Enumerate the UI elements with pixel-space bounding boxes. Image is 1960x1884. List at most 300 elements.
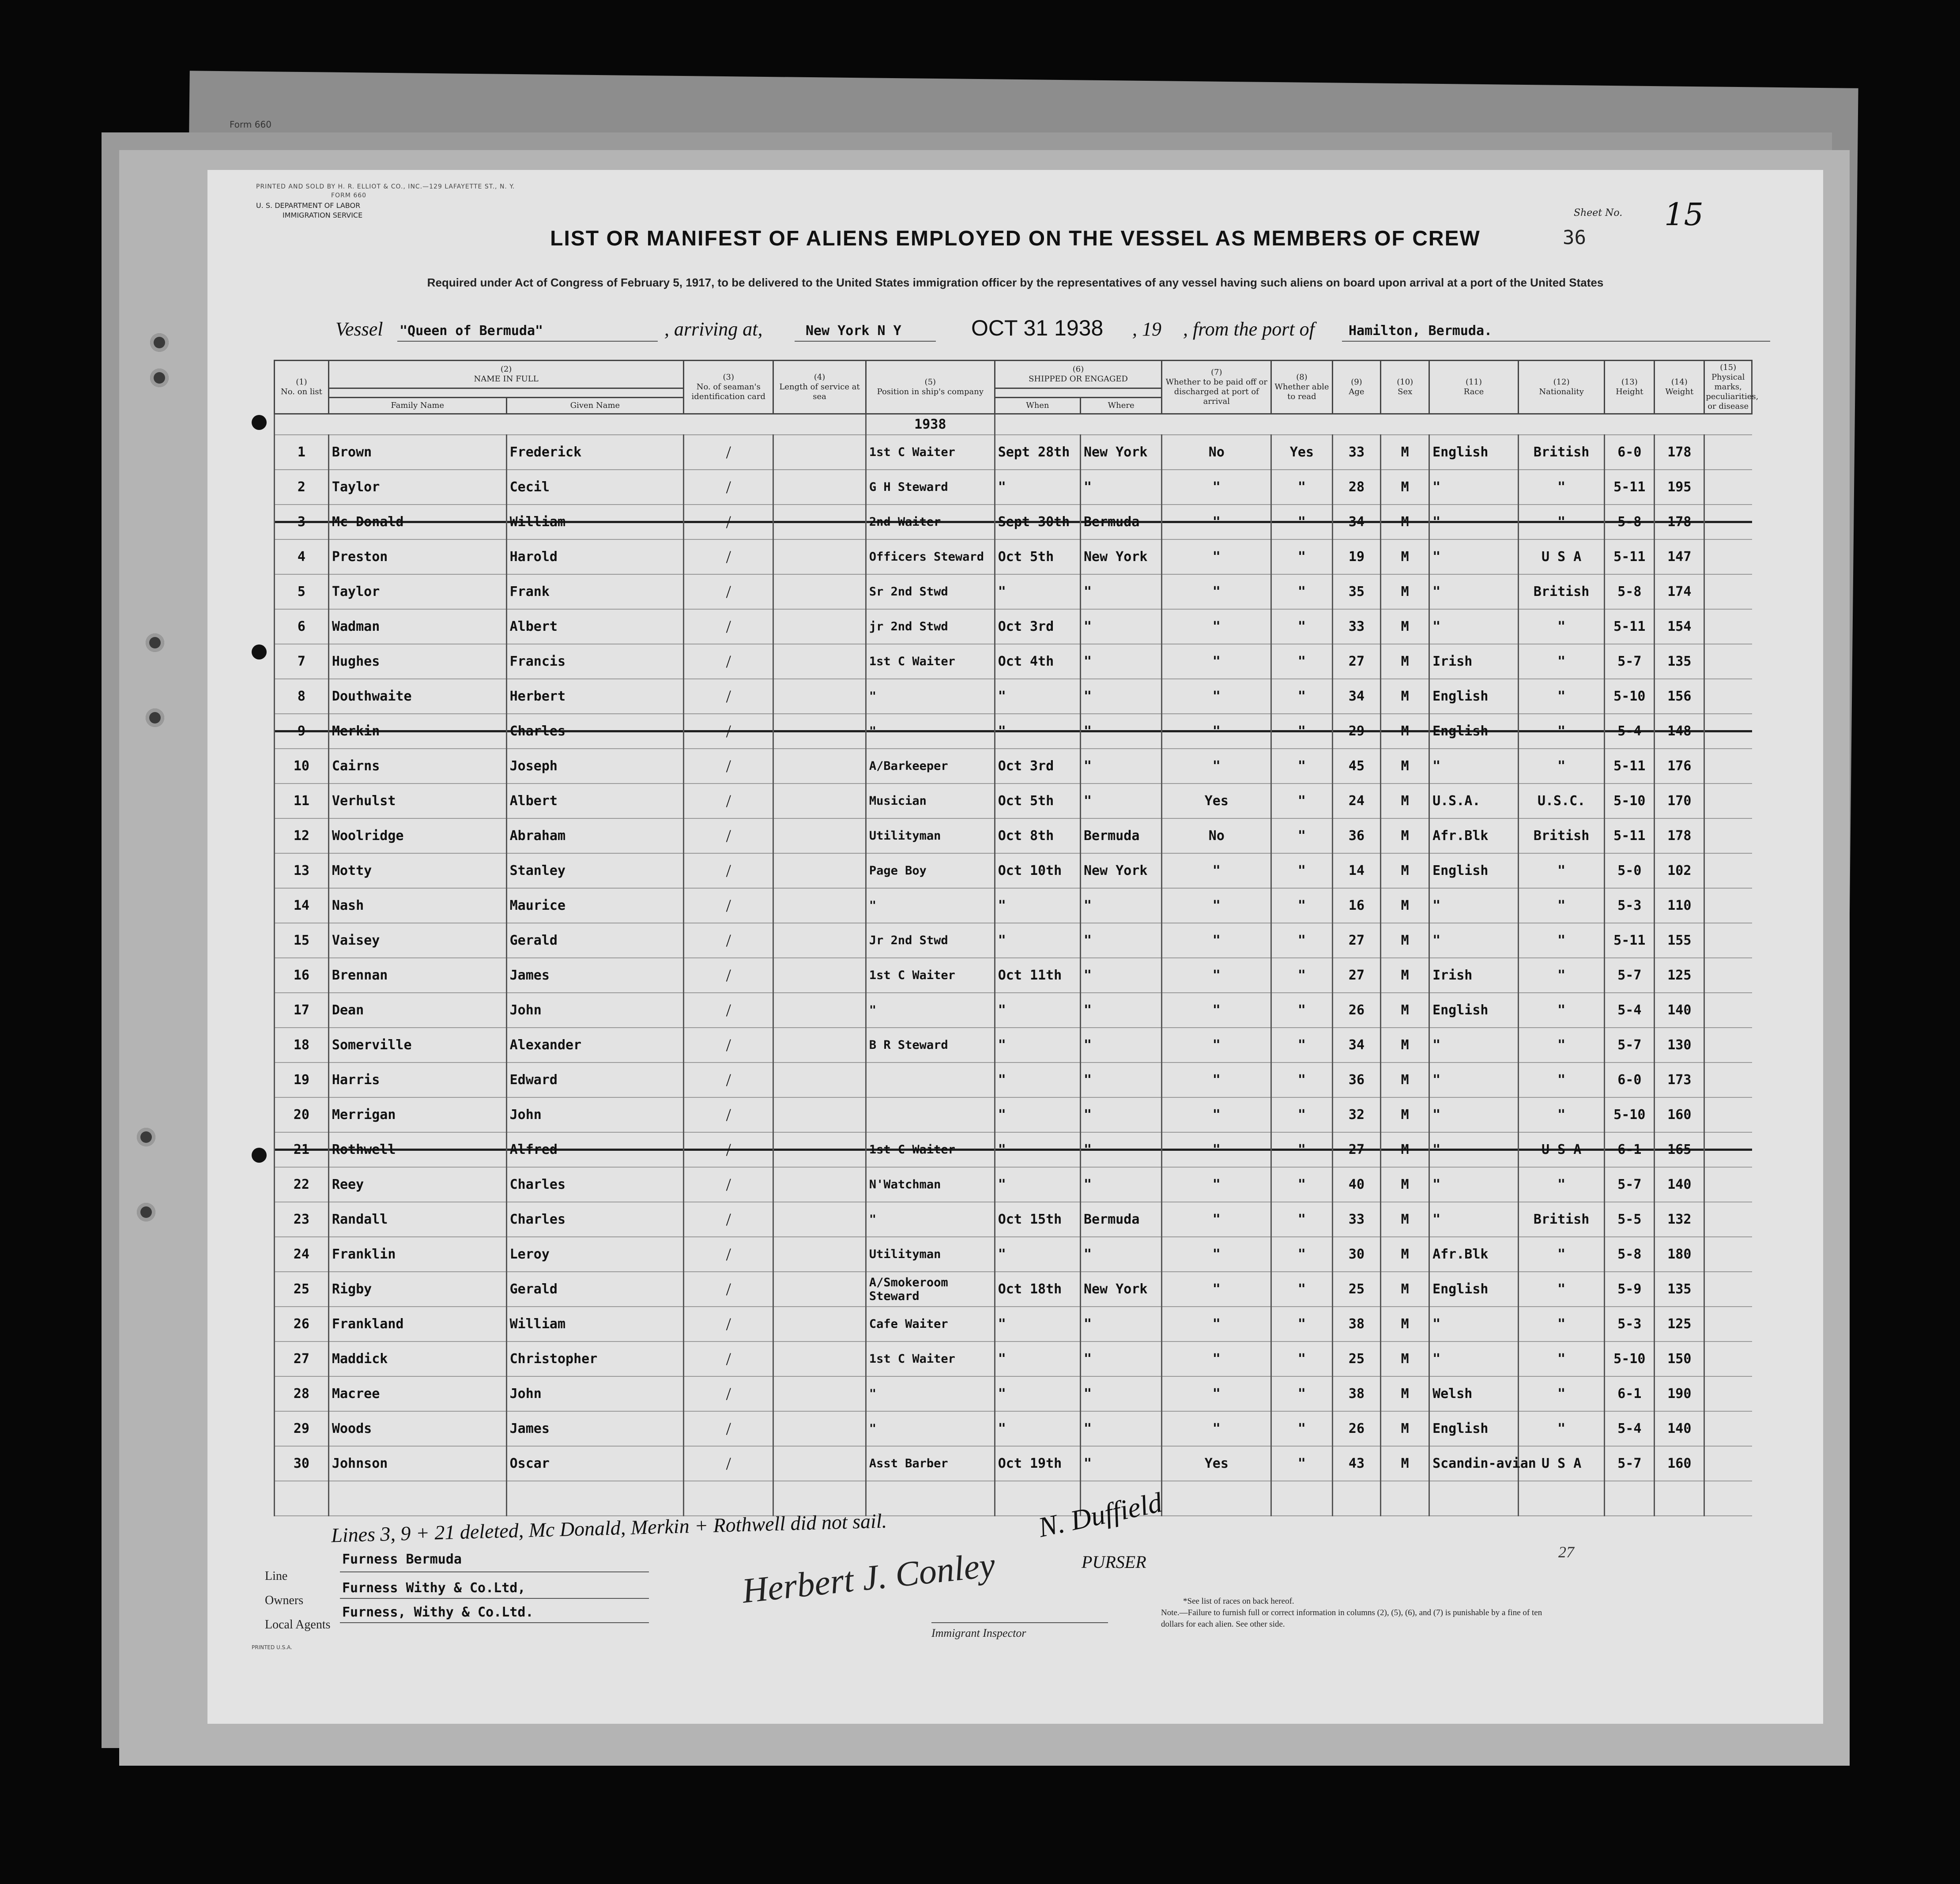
height: 5-11: [1605, 539, 1655, 574]
length-of-service: [773, 539, 866, 574]
seaman-id-mark: /: [684, 1237, 773, 1272]
sex: M: [1381, 574, 1429, 609]
crew-row: [275, 853, 1752, 888]
row-number: 7: [275, 644, 329, 679]
length-of-service: [773, 1411, 866, 1446]
able-to-read: ": [1271, 888, 1332, 923]
seaman-id-mark: /: [684, 749, 773, 784]
nationality: ": [1518, 609, 1604, 644]
shipped-when: Oct 5th: [995, 539, 1080, 574]
height: 6-0: [1605, 1063, 1655, 1097]
sex: M: [1381, 749, 1429, 784]
given-name: Cecil: [506, 470, 684, 505]
race: ": [1429, 888, 1519, 923]
shipped-where: ": [1080, 644, 1161, 679]
position: 1st C Waiter: [866, 958, 995, 993]
height: 5-10: [1605, 1341, 1655, 1376]
given-name: Charles: [506, 714, 684, 749]
height: 5-10: [1605, 679, 1655, 714]
given-name: Harold: [506, 539, 684, 574]
department-block: [256, 201, 362, 220]
crew-row: [275, 679, 1752, 714]
age: 27: [1332, 958, 1381, 993]
col-no-on-list: (1) No. on list: [275, 361, 329, 414]
age: 34: [1332, 505, 1381, 539]
shipped-where: New York: [1080, 435, 1161, 470]
paid-off: Yes: [1162, 1446, 1271, 1481]
physical-marks: [1704, 539, 1752, 574]
vessel-label: Vessel: [335, 318, 383, 340]
physical-marks: [1704, 470, 1752, 505]
able-to-read: ": [1271, 1167, 1332, 1202]
shipped-where: Bermuda: [1080, 1202, 1161, 1237]
age: 33: [1332, 1202, 1381, 1237]
height: 5-7: [1605, 958, 1655, 993]
crew-row: [275, 1272, 1752, 1307]
able-to-read: Yes: [1271, 435, 1332, 470]
given-name: Albert: [506, 784, 684, 818]
printer-mark: PRINTED U.S.A.: [252, 1644, 292, 1650]
row-number: 25: [275, 1272, 329, 1307]
race: ": [1429, 539, 1519, 574]
age: 16: [1332, 888, 1381, 923]
sheet-number-label: Sheet No.: [1574, 207, 1623, 219]
row-number: 13: [275, 853, 329, 888]
position: [866, 1063, 995, 1097]
crew-row: [275, 609, 1752, 644]
weight: 135: [1655, 644, 1704, 679]
punch-hole-icon: [137, 1203, 155, 1221]
given-name: Gerald: [506, 923, 684, 958]
nationality: ": [1518, 1272, 1604, 1307]
able-to-read: ": [1271, 505, 1332, 539]
age: 40: [1332, 1167, 1381, 1202]
length-of-service: [773, 784, 866, 818]
physical-marks: [1704, 1202, 1752, 1237]
seaman-id-mark: /: [684, 539, 773, 574]
seaman-id-mark: /: [684, 1307, 773, 1341]
penalty-note: Note.—Failure to furnish full or correct information in columns (2), (5), (6), and (7) is punishable by a fine of ten dollars for each alien. See other side.: [1161, 1608, 1542, 1629]
sex: M: [1381, 714, 1429, 749]
age: 26: [1332, 993, 1381, 1028]
department-name: U. S. DEPARTMENT OF LABOR: [256, 201, 361, 210]
shipped-when: Oct 18th: [995, 1272, 1080, 1307]
col-race: (11) Race: [1429, 361, 1519, 414]
weight: 132: [1655, 1202, 1704, 1237]
crew-row: [275, 1237, 1752, 1272]
shipped-where: ": [1080, 714, 1161, 749]
family-name: Mc Donald: [328, 505, 506, 539]
paid-off: ": [1162, 923, 1271, 958]
position: Musician: [866, 784, 995, 818]
race: Irish: [1429, 958, 1519, 993]
nationality: ": [1518, 1411, 1604, 1446]
shipped-when: Oct 10th: [995, 853, 1080, 888]
height: 6-0: [1605, 435, 1655, 470]
shipped-where: ": [1080, 784, 1161, 818]
able-to-read: ": [1271, 818, 1332, 853]
paid-off: ": [1162, 993, 1271, 1028]
physical-marks: [1704, 1028, 1752, 1063]
seaman-id-mark: /: [684, 784, 773, 818]
seaman-id-mark: /: [684, 1202, 773, 1237]
age: 38: [1332, 1307, 1381, 1341]
printer-imprint: PRINTED AND SOLD BY H. R. ELLIOT & CO., INC.—129 LAFAYETTE ST., N. Y.: [256, 183, 515, 190]
race: ": [1429, 574, 1519, 609]
given-name: Frederick: [506, 435, 684, 470]
paid-off: ": [1162, 539, 1271, 574]
row-number: 30: [275, 1446, 329, 1481]
row-number: 17: [275, 993, 329, 1028]
crew-row: [275, 505, 1752, 539]
col-given-name: Given Name: [506, 397, 684, 414]
able-to-read: ": [1271, 749, 1332, 784]
col-nationality: (12) Nationality: [1518, 361, 1604, 414]
nationality: ": [1518, 958, 1604, 993]
race: ": [1429, 1341, 1519, 1376]
race: ": [1429, 749, 1519, 784]
length-of-service: [773, 609, 866, 644]
family-name: Harris: [328, 1063, 506, 1097]
col-where: Where: [1080, 397, 1161, 414]
given-name: Maurice: [506, 888, 684, 923]
nationality: ": [1518, 505, 1604, 539]
crew-row: [275, 1167, 1752, 1202]
crew-row: [275, 993, 1752, 1028]
name-spacer: [328, 388, 683, 397]
physical-marks: [1704, 435, 1752, 470]
position: Page Boy: [866, 853, 995, 888]
sex: M: [1381, 888, 1429, 923]
nationality: ": [1518, 1167, 1604, 1202]
weight: 140: [1655, 1167, 1704, 1202]
paid-off: No: [1162, 818, 1271, 853]
race: ": [1429, 1097, 1519, 1132]
paid-off: ": [1162, 1063, 1271, 1097]
paid-off: ": [1162, 470, 1271, 505]
family-name: Rothwell: [328, 1132, 506, 1167]
from-port: Hamilton, Bermuda.: [1349, 323, 1493, 339]
weight: 178: [1655, 435, 1704, 470]
paid-off: ": [1162, 1097, 1271, 1132]
family-name: Taylor: [328, 470, 506, 505]
race: ": [1429, 470, 1519, 505]
punch-hole-icon: [150, 333, 169, 352]
vessel-line: [335, 318, 1770, 344]
family-name: Verhulst: [328, 784, 506, 818]
position: [866, 1097, 995, 1132]
nationality: ": [1518, 679, 1604, 714]
length-of-service: [773, 505, 866, 539]
given-name: Charles: [506, 1167, 684, 1202]
col-length-of-service: (4) Length of service at sea: [773, 361, 866, 414]
physical-marks: [1704, 993, 1752, 1028]
footer-notes: [1161, 1596, 1558, 1630]
shipped-when: ": [995, 470, 1080, 505]
col-shipped-or-engaged: (6) SHIPPED OR ENGAGED: [995, 361, 1162, 388]
height: 5-11: [1605, 818, 1655, 853]
col-when: When: [995, 397, 1080, 414]
row-number: 1: [275, 435, 329, 470]
nationality: ": [1518, 923, 1604, 958]
owners-underline: [340, 1598, 649, 1599]
physical-marks: [1704, 1411, 1752, 1446]
shipped-when: ": [995, 1097, 1080, 1132]
sex: M: [1381, 993, 1429, 1028]
shipped-where: ": [1080, 470, 1161, 505]
position: ": [866, 1411, 995, 1446]
shipped-spacer: [995, 388, 1162, 397]
seaman-id-mark: /: [684, 714, 773, 749]
given-name: William: [506, 1307, 684, 1341]
col-seaman-id: (3) No. of seaman's identification card: [684, 361, 773, 414]
agents-label: Local Agents: [265, 1618, 331, 1632]
weight: 195: [1655, 470, 1704, 505]
seaman-id-mark: /: [684, 1097, 773, 1132]
weight: 140: [1655, 1411, 1704, 1446]
physical-marks: [1704, 1097, 1752, 1132]
sex: M: [1381, 818, 1429, 853]
nationality: ": [1518, 853, 1604, 888]
length-of-service: [773, 958, 866, 993]
family-name: Franklin: [328, 1237, 506, 1272]
able-to-read: ": [1271, 1028, 1332, 1063]
seaman-id-mark: /: [684, 470, 773, 505]
family-name: Cairns: [328, 749, 506, 784]
shipped-where: ": [1080, 888, 1161, 923]
age: 29: [1332, 714, 1381, 749]
height: 5-11: [1605, 923, 1655, 958]
family-name: Hughes: [328, 644, 506, 679]
seaman-id-mark: /: [684, 853, 773, 888]
physical-marks: [1704, 853, 1752, 888]
nationality: ": [1518, 993, 1604, 1028]
shipped-when: Oct 11th: [995, 958, 1080, 993]
sex: M: [1381, 1097, 1429, 1132]
empty-row: [275, 1481, 1752, 1516]
age: 27: [1332, 1132, 1381, 1167]
able-to-read: ": [1271, 923, 1332, 958]
able-to-read: ": [1271, 1341, 1332, 1376]
position: G H Steward: [866, 470, 995, 505]
family-name: Woods: [328, 1411, 506, 1446]
weight: 156: [1655, 679, 1704, 714]
shipped-when: ": [995, 1028, 1080, 1063]
weight: 174: [1655, 574, 1704, 609]
paid-off: ": [1162, 853, 1271, 888]
shipped-where: ": [1080, 574, 1161, 609]
seaman-id-mark: /: [684, 609, 773, 644]
family-name: Rigby: [328, 1272, 506, 1307]
height: 5-7: [1605, 1167, 1655, 1202]
shipped-where: ": [1080, 1341, 1161, 1376]
paid-off: ": [1162, 1202, 1271, 1237]
physical-marks: [1704, 1167, 1752, 1202]
able-to-read: ": [1271, 1307, 1332, 1341]
row-number: 3: [275, 505, 329, 539]
race: English: [1429, 679, 1519, 714]
crew-row: [275, 539, 1752, 574]
able-to-read: ": [1271, 1376, 1332, 1411]
weight: 140: [1655, 993, 1704, 1028]
page-title: LIST OR MANIFEST OF ALIENS EMPLOYED ON THE VESSEL AS MEMBERS OF CREW: [550, 227, 1481, 250]
nationality: ": [1518, 644, 1604, 679]
line-value: Furness Bermuda: [342, 1552, 462, 1567]
seaman-id-mark: /: [684, 1272, 773, 1307]
age: 25: [1332, 1272, 1381, 1307]
length-of-service: [773, 679, 866, 714]
height: 5-4: [1605, 993, 1655, 1028]
given-name: Christopher: [506, 1341, 684, 1376]
shipped-where: ": [1080, 923, 1161, 958]
row-number: 20: [275, 1097, 329, 1132]
height: 5-0: [1605, 853, 1655, 888]
able-to-read: ": [1271, 1411, 1332, 1446]
height: 5-4: [1605, 714, 1655, 749]
column-number-row: [275, 361, 1752, 388]
col-weight: (14) Weight: [1655, 361, 1704, 414]
shipped-where: ": [1080, 679, 1161, 714]
nationality: U S A: [1518, 539, 1604, 574]
age: 45: [1332, 749, 1381, 784]
age: 33: [1332, 435, 1381, 470]
col-physical-marks: (15) Physical marks, peculiarities, or disease: [1704, 361, 1752, 414]
given-name: William: [506, 505, 684, 539]
shipped-when: ": [995, 993, 1080, 1028]
purser-title: PURSER: [1082, 1552, 1146, 1572]
crew-row: [275, 1341, 1752, 1376]
given-name: Frank: [506, 574, 684, 609]
able-to-read: ": [1271, 1132, 1332, 1167]
position: Jr 2nd Stwd: [866, 923, 995, 958]
shipped-when: ": [995, 1063, 1080, 1097]
row-number: 14: [275, 888, 329, 923]
shipped-where: ": [1080, 1411, 1161, 1446]
seaman-id-mark: /: [684, 1028, 773, 1063]
family-name: Maddick: [328, 1341, 506, 1376]
age: 24: [1332, 784, 1381, 818]
shipped-when: ": [995, 1132, 1080, 1167]
physical-marks: [1704, 1307, 1752, 1341]
age: 43: [1332, 1446, 1381, 1481]
weight: 147: [1655, 539, 1704, 574]
sex: M: [1381, 1202, 1429, 1237]
race: U.S.A.: [1429, 784, 1519, 818]
punch-hole-icon: [252, 415, 267, 430]
row-number: 12: [275, 818, 329, 853]
seaman-id-mark: /: [684, 1341, 773, 1376]
row-number: 5: [275, 574, 329, 609]
weight: 155: [1655, 923, 1704, 958]
row-number: 27: [275, 1341, 329, 1376]
age: 19: [1332, 539, 1381, 574]
length-of-service: [773, 1446, 866, 1481]
race: English: [1429, 1272, 1519, 1307]
position: ": [866, 888, 995, 923]
length-of-service: [773, 1237, 866, 1272]
given-name: John: [506, 993, 684, 1028]
race: Afr.Blk: [1429, 818, 1519, 853]
shipped-when: Oct 5th: [995, 784, 1080, 818]
year-row: [275, 414, 1752, 435]
paid-off: ": [1162, 1132, 1271, 1167]
arriving-label: , arriving at,: [664, 318, 763, 340]
shipped-where: New York: [1080, 853, 1161, 888]
inspector-underline: [931, 1622, 1108, 1623]
seaman-id-mark: /: [684, 574, 773, 609]
given-name: Stanley: [506, 853, 684, 888]
family-name: Taylor: [328, 574, 506, 609]
weight: 178: [1655, 505, 1704, 539]
paid-off: ": [1162, 1411, 1271, 1446]
physical-marks: [1704, 1376, 1752, 1411]
sex: M: [1381, 1376, 1429, 1411]
col-sex: (10) Sex: [1381, 361, 1429, 414]
able-to-read: ": [1271, 1097, 1332, 1132]
shipped-when: ": [995, 679, 1080, 714]
col-paid-off: (7) Whether to be paid off or discharged at port of arrival: [1162, 361, 1271, 414]
row-number: 15: [275, 923, 329, 958]
crew-row: [275, 435, 1752, 470]
row-number: 21: [275, 1132, 329, 1167]
given-name: Gerald: [506, 1272, 684, 1307]
race: ": [1429, 505, 1519, 539]
age: 36: [1332, 818, 1381, 853]
height: 5-9: [1605, 1272, 1655, 1307]
physical-marks: [1704, 1341, 1752, 1376]
shipped-when: Oct 4th: [995, 644, 1080, 679]
given-name: Alexander: [506, 1028, 684, 1063]
seaman-id-mark: /: [684, 1376, 773, 1411]
paid-off: ": [1162, 958, 1271, 993]
weight: 125: [1655, 1307, 1704, 1341]
row-number: 2: [275, 470, 329, 505]
given-name: Leroy: [506, 1237, 684, 1272]
length-of-service: [773, 470, 866, 505]
arrival-date-stamp: OCT 31 1938: [971, 316, 1104, 340]
race: English: [1429, 853, 1519, 888]
height: 6-1: [1605, 1132, 1655, 1167]
weight: 178: [1655, 818, 1704, 853]
row-number: 23: [275, 1202, 329, 1237]
able-to-read: ": [1271, 1272, 1332, 1307]
physical-marks: [1704, 1132, 1752, 1167]
race: English: [1429, 435, 1519, 470]
col-able-to-read: (8) Whether able to read: [1271, 361, 1332, 414]
seaman-id-mark: /: [684, 1446, 773, 1481]
physical-marks: [1704, 888, 1752, 923]
nationality: U S A: [1518, 1132, 1604, 1167]
shipped-where: ": [1080, 749, 1161, 784]
height: 5-10: [1605, 784, 1655, 818]
length-of-service: [773, 574, 866, 609]
age: 32: [1332, 1097, 1381, 1132]
physical-marks: [1704, 958, 1752, 993]
given-name: Francis: [506, 644, 684, 679]
service-name: IMMIGRATION SERVICE: [283, 211, 363, 219]
nationality: ": [1518, 1063, 1604, 1097]
punch-hole-icon: [252, 1148, 267, 1163]
able-to-read: ": [1271, 993, 1332, 1028]
height: 5-8: [1605, 574, 1655, 609]
crew-row: [275, 714, 1752, 749]
age: 34: [1332, 679, 1381, 714]
length-of-service: [773, 1307, 866, 1341]
family-name: Somerville: [328, 1028, 506, 1063]
shipped-when: ": [995, 714, 1080, 749]
weight: 135: [1655, 1272, 1704, 1307]
seaman-id-mark: /: [684, 818, 773, 853]
